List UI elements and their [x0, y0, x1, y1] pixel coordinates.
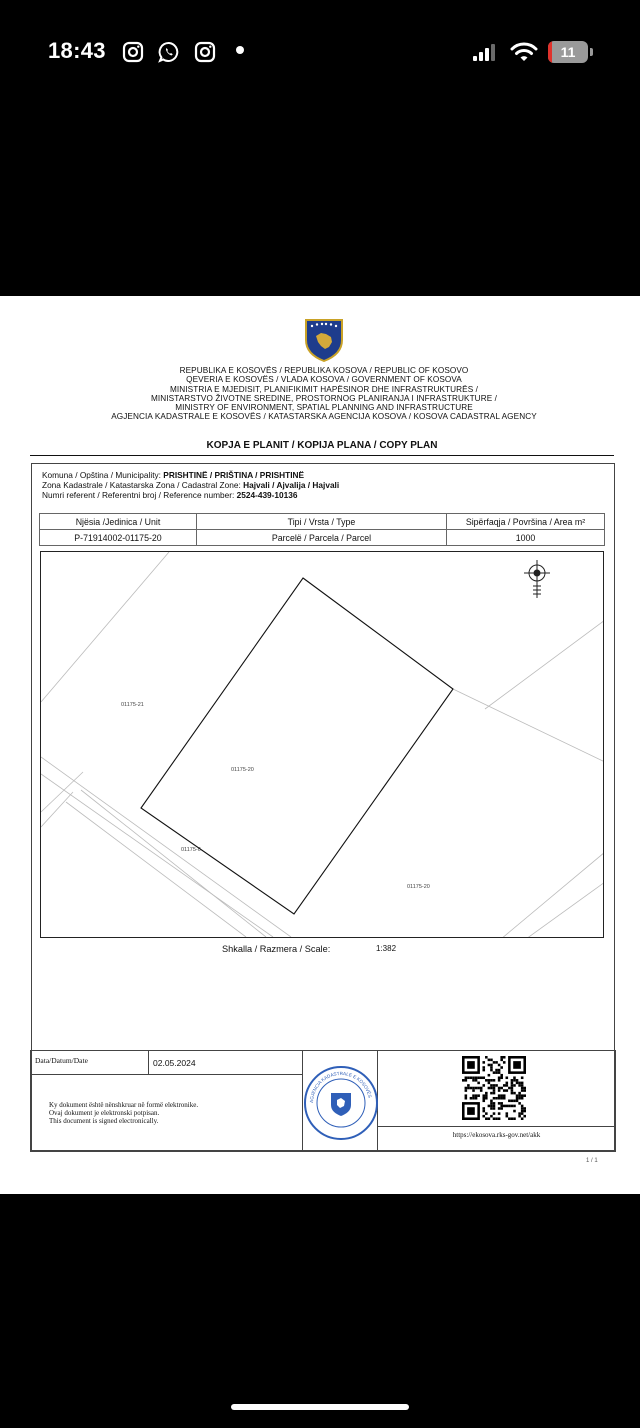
header-institutions [60, 366, 588, 422]
table-cell: P-71914002-01175-20 [40, 530, 197, 546]
instagram-icon [122, 41, 144, 63]
wifi-icon [510, 41, 538, 63]
header-line: REPUBLIKA E KOSOVËS / REPUBLIKA KOSOVA / REPUBLIC OF KOSOVO [179, 366, 469, 375]
zone-value: Hajvali / Ajvalija / Hajvali [243, 480, 340, 490]
reference-value: 2524-439-10136 [236, 490, 298, 500]
map-label-main-parcel: 01175-20 [231, 767, 254, 773]
table-header-cell: Njësia /Jedinica / Unit [40, 514, 197, 530]
scale-value: 1:382 [376, 944, 397, 953]
whatsapp-icon [158, 41, 180, 63]
table-row [40, 530, 605, 546]
signal-icon [472, 41, 498, 63]
municipality-label: Komuna / Opština / Municipality: [42, 470, 161, 480]
municipality-row [42, 470, 339, 480]
reference-row [42, 490, 339, 500]
map-label-neighbor-right: 01175-20 [407, 884, 430, 890]
page-number: 1 / 1 [586, 1158, 598, 1164]
signature-line: Ovaj dokument je elektronski potpisan. [49, 1109, 160, 1118]
scale-label: Shkalla / Razmera / Scale: [222, 944, 331, 954]
plan-frame [31, 463, 615, 1151]
instagram-icon [194, 41, 216, 63]
document-page [0, 296, 640, 1194]
header-line: MINISTRIA E MJEDISIT, PLANIFIKIMIT HAPËSINOR DHE INFRASTRUKTURËS / [169, 384, 479, 394]
neighbor-boundaries [41, 552, 604, 938]
zone-row [42, 480, 339, 490]
municipality-value: PRISHTINË / PRIŠTINA / PRISHTINË [163, 470, 305, 480]
header-line: QEVERIA E KOSOVËS / VLADA KOSOVA / GOVERNMENT OF KOSOVA [186, 375, 462, 385]
battery-icon [548, 41, 588, 63]
date-value: 02.05.2024 [149, 1051, 302, 1075]
qr-box [378, 1051, 615, 1127]
map-label-road: 01175-0 [181, 847, 201, 853]
unit-table [39, 513, 605, 546]
map-label-neighbor-left: 01175-21 [121, 702, 144, 708]
qr-code-icon [462, 1056, 526, 1120]
status-time: 18:43 [48, 38, 106, 63]
header-line: AGJENCIA KADASTRALE E KOSOVËS / KATASTARSKA AGENCIJA KOSOVA / KOSOVA CADASTRAL AGENCY [111, 412, 537, 422]
battery-level: 11 [560, 44, 576, 60]
zone-label: Zona Kadastrale / Katastarska Zona / Cadastral Zone: [42, 480, 241, 490]
table-header-cell: Sipërfaqja / Površina / Area m² [447, 514, 605, 530]
header-line: MINISTARSTVO ŽIVOTNE SREDINE, PROSTORNOG PLANIRANJA I INFRASTRUKTURE / [150, 393, 498, 403]
parcel-outline [141, 578, 453, 914]
table-cell: Parcelë / Parcela / Parcel [197, 530, 447, 546]
signature-line: This document is signed electronically. [49, 1117, 159, 1126]
parcel-info [42, 470, 339, 500]
parcel-map [40, 551, 604, 938]
title-divider [30, 455, 614, 456]
verification-url: https://ekosova.rks-gov.net/akk [452, 1131, 541, 1139]
kosovo-emblem-icon [304, 318, 344, 362]
north-arrow-icon [524, 560, 550, 598]
reference-label: Numri referent / Referentni broj / Reference number: [42, 490, 235, 500]
signature-line: Ky dokument është nënshkruar në formë elektronike. [49, 1101, 199, 1109]
battery-tip [590, 48, 593, 56]
status-bar [0, 0, 640, 100]
table-header-row [40, 514, 605, 530]
document-footer [30, 1050, 616, 1152]
signature-note [49, 1101, 198, 1126]
document-title: KOPJA E PLANIT / KOPIJA PLANA / COPY PLAN [206, 440, 438, 451]
cadastral-seal-icon [303, 1051, 379, 1151]
notification-dot [236, 46, 244, 54]
seal-text: AGJENCIA KADASTRALE E KOSOVËS [308, 1070, 373, 1104]
home-indicator[interactable] [231, 1404, 409, 1410]
date-label: Data/Datum/Date [31, 1051, 149, 1075]
table-header-cell: Tipi / Vrsta / Type [197, 514, 447, 530]
seal-box [302, 1051, 378, 1151]
table-cell: 1000 [447, 530, 605, 546]
header-line: MINISTRY OF ENVIRONMENT, SPATIAL PLANNING AND INFRASTRUCTURE [175, 403, 473, 413]
